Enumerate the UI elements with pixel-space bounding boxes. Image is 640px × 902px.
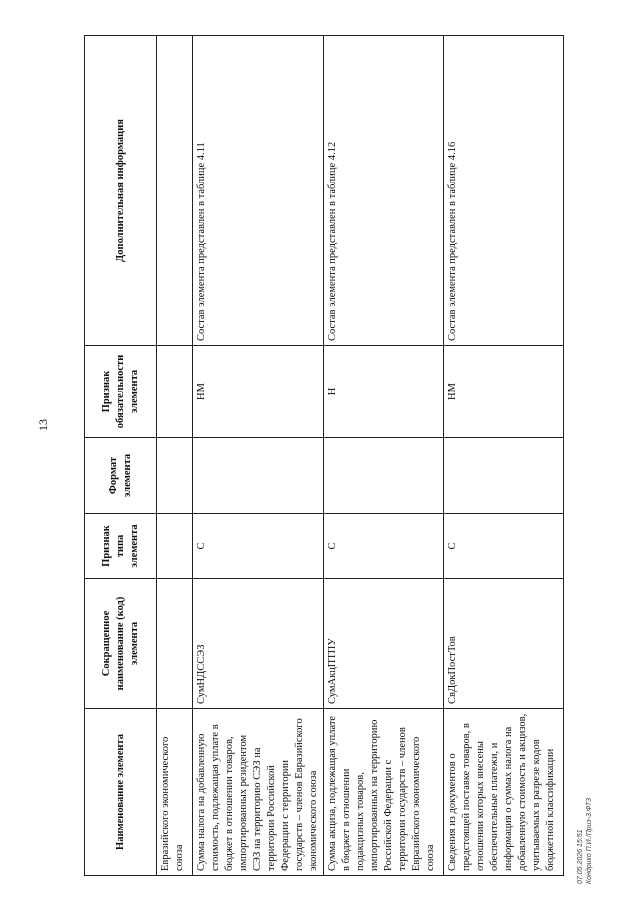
footer-author: Кондрико П.И./Приз-3.ФТ3: [586, 797, 593, 884]
cell-name: Евразийского экономического союза: [157, 709, 193, 876]
print-footer: [576, 798, 594, 884]
cell-format: [324, 438, 444, 514]
table-header-row: [85, 36, 157, 876]
cell-name: Сумма налога на добавленную стоимость, подлежащая уплате в бюджет в отношении товаров, импортированных резидентом СЭЗ на территорию СЭЗ на территории Российской Федерации с территории государств – членов Евразийского экономического союза: [193, 709, 324, 876]
cell-format: [157, 438, 193, 514]
cell-required: [157, 346, 193, 438]
table-frame: [84, 36, 626, 876]
cell-info: Состав элемента представлен в таблице 4.12: [324, 36, 444, 346]
cell-name: Сумма акциза, подлежащая уплате в бюджет в отношении подакцизных товаров, импортированных на территорию Российской Федерации с территории государств – членов Евразийского экономического союза: [324, 709, 444, 876]
cell-required: Н: [324, 346, 444, 438]
cell-code: СумНДССЭЗ: [193, 579, 324, 709]
cell-name: Сведения из документов о предстоящей поставке товаров, в отношении которых внесены обеспечительные платежи, и информация о суммах налога на добавленную стоимость и акцизов, учитываемых в разрезе кодов бюджетной классификации: [444, 709, 564, 876]
table-row: [324, 36, 444, 876]
header-format: Формат элемента: [85, 438, 157, 514]
header-type: Признак типа элемента: [85, 514, 157, 579]
page-number: 13: [36, 419, 50, 431]
cell-info: [157, 36, 193, 346]
table-row: [193, 36, 324, 876]
cell-code: [157, 579, 193, 709]
cell-format: [444, 438, 564, 514]
cell-type: С: [324, 514, 444, 579]
header-info: Дополнительная информация: [85, 36, 157, 346]
cell-type: [157, 514, 193, 579]
cell-format: [193, 438, 324, 514]
cell-required: НМ: [444, 346, 564, 438]
cell-type: С: [193, 514, 324, 579]
header-code: Сокращенное наименование (код) элемента: [85, 579, 157, 709]
cell-required: НМ: [193, 346, 324, 438]
cell-info: Состав элемента представлен в таблице 4.16: [444, 36, 564, 346]
cell-type: С: [444, 514, 564, 579]
cell-code: СвДокПостТов: [444, 579, 564, 709]
header-name: Наименование элемента: [85, 709, 157, 876]
header-required: Признак обязательности элемента: [85, 346, 157, 438]
cell-info: Состав элемента представлен в таблице 4.11: [193, 36, 324, 346]
cell-code: СумАкцПТПУ: [324, 579, 444, 709]
elements-table: [84, 35, 564, 876]
table-rotator: [84, 36, 626, 876]
footer-timestamp: 07.05.2026 15:51: [577, 829, 584, 884]
table-row: [157, 36, 193, 876]
table-row: [444, 36, 564, 876]
